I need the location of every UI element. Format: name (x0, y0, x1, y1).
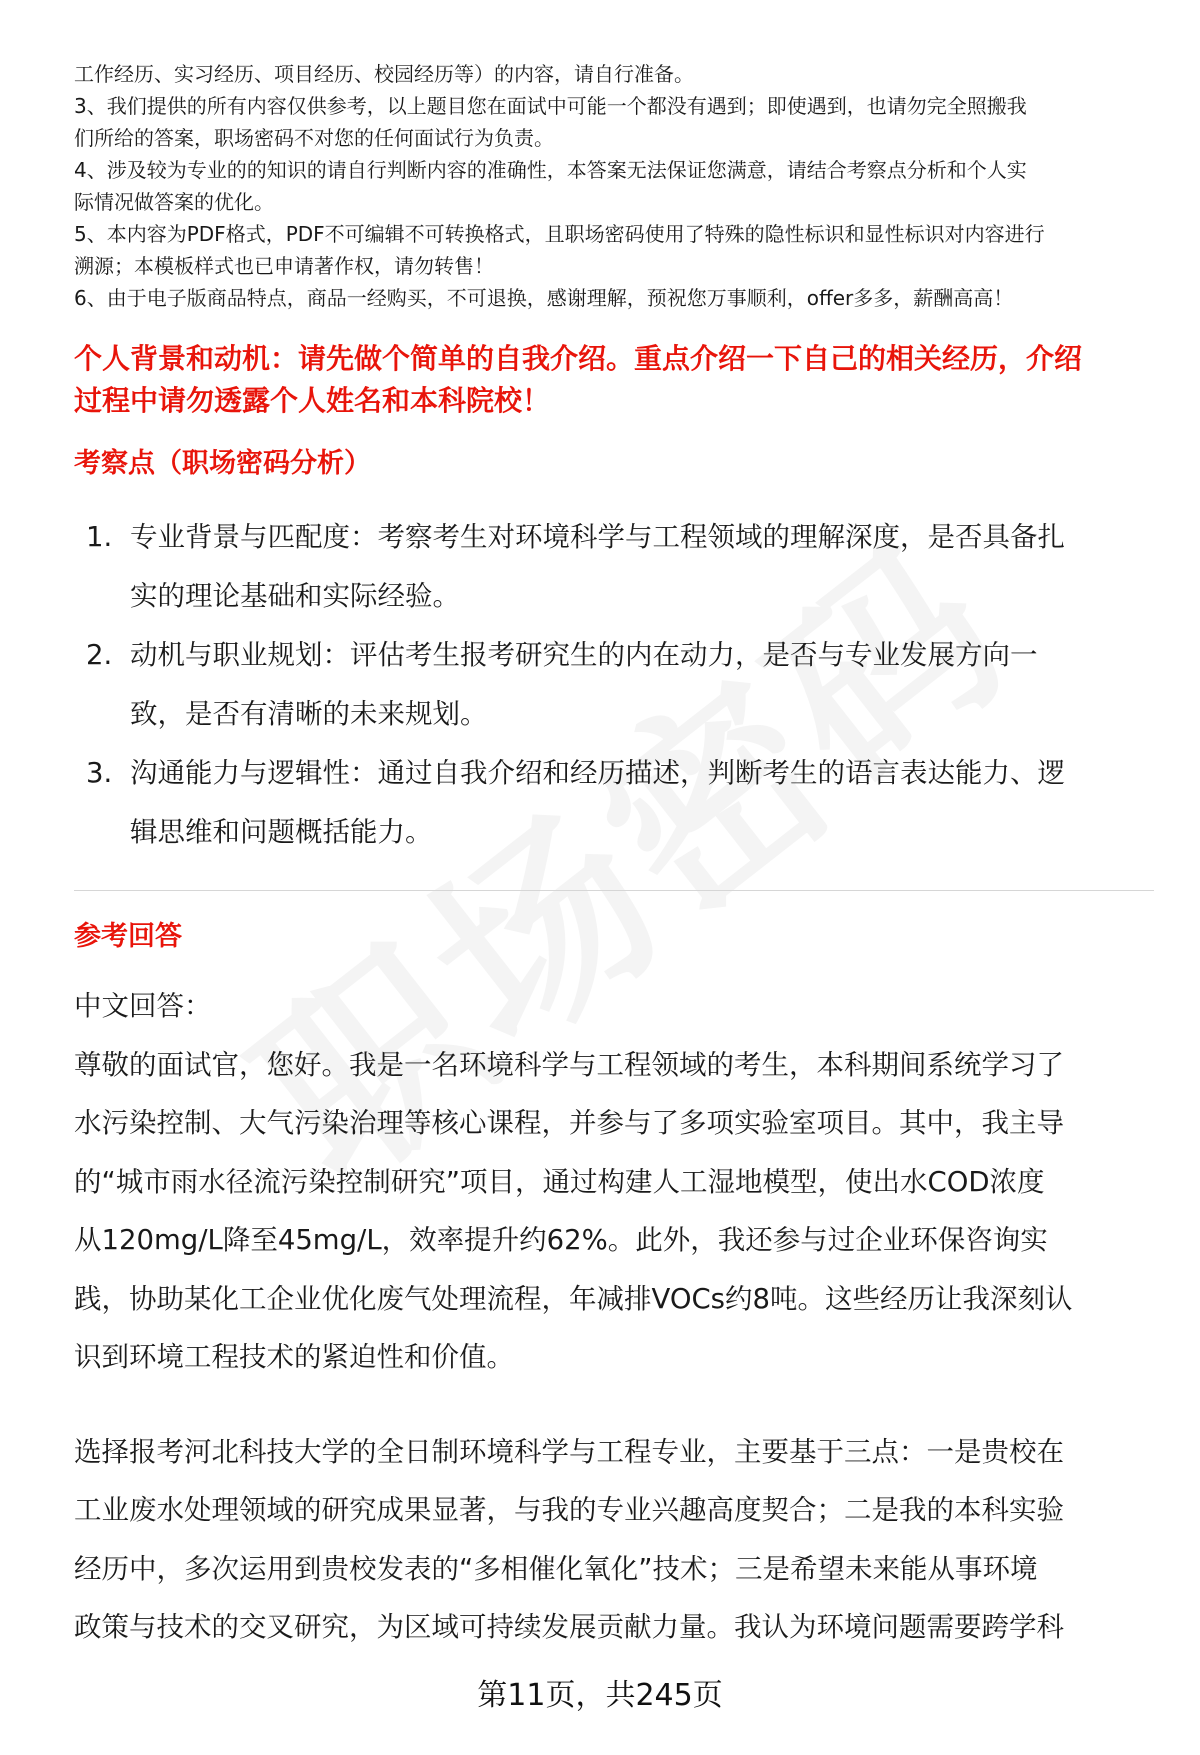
question-line: 个人背景和动机：请先做个简单的自我介绍。重点介绍一下自己的相关经历，介绍 (74, 342, 1083, 375)
analysis-item (74, 508, 1154, 626)
notice-line: 们所给的答案，职场密码不对您的任何面试行为负责。 (74, 126, 554, 150)
answer-line: 尊敬的面试官，您好。我是一名环境科学与工程领域的考生，本科期间系统学习了 (74, 1048, 1064, 1081)
notice-line: 溯源；本模板样式也已申请著作权，请勿转售！ (74, 254, 494, 278)
analysis-item (74, 626, 1154, 744)
notice-line: 4、涉及较为专业的的知识的请自行判断内容的准确性，本答案无法保证您满意，请结合考察点分析和个人实 (74, 158, 1027, 182)
notice-line: 6、由于电子版商品特点，商品一经购买，不可退换，感谢理解，预祝您万事顺利，offer多多，薪酬高高！ (74, 286, 1014, 310)
page-content (74, 58, 1154, 1657)
chinese-answer-label: 中文回答： (74, 990, 212, 1022)
item-text: 动机与职业规划：评估考生报考研究生的内在动力，是否与专业发展方向一 (130, 639, 1038, 671)
item-text: 沟通能力与逻辑性：通过自我介绍和经历描述，判断考生的语言表达能力、逻 (130, 757, 1065, 789)
answer-line: 的“城市雨水径流污染控制研究”项目，通过构建人工湿地模型，使出水COD浓度 (74, 1165, 1045, 1198)
section-divider (74, 890, 1154, 891)
interview-question (74, 338, 1154, 422)
analysis-item (74, 744, 1154, 862)
question-line: 过程中请勿透露个人姓名和本科院校！ (74, 384, 551, 417)
answer-line: 水污染控制、大气污染治理等核心课程，并参与了多项实验室项目。其中，我主导 (74, 1107, 1064, 1139)
item-number: 1. (86, 521, 113, 553)
answer-line: 从120mg/L降至45mg/L，效率提升约62%。此外，我还参与过企业环保咨询实 (74, 1224, 1048, 1256)
answer-line: 经历中，多次运用到贵校发表的“多相催化氧化”技术；三是希望未来能从事环境 (74, 1552, 1038, 1585)
answer-line: 识到环境工程技术的紧迫性和价值。 (74, 1341, 514, 1373)
answer-line: 工业废水处理领域的研究成果显著，与我的专业兴趣高度契合；二是我的本科实验 (74, 1494, 1064, 1526)
item-text: 专业背景与匹配度：考察考生对环境科学与工程领域的理解深度，是否具备扎 (130, 521, 1065, 553)
notice-line: 际情况做答案的优化。 (74, 190, 274, 214)
item-number: 2. (86, 639, 113, 671)
answer-paragraph-2 (74, 1423, 1154, 1657)
item-number: 3. (86, 757, 113, 789)
item-text: 实的理论基础和实际经验。 (130, 580, 460, 612)
notice-line: 工作经历、实习经历、项目经历、校园经历等）的内容，请自行准备。 (74, 62, 694, 86)
item-text: 辑思维和问题概括能力。 (130, 816, 433, 848)
notice-block (74, 58, 1154, 314)
analysis-list (74, 508, 1154, 862)
page-number: 第11页，共245页 (477, 1678, 723, 1713)
answer-line: 选择报考河北科技大学的全日制环境科学与工程专业，主要基于三点：一是贵校在 (74, 1435, 1064, 1468)
answer-line: 政策与技术的交叉研究，为区域可持续发展贡献力量。我认为环境问题需要跨学科 (74, 1611, 1064, 1643)
item-text: 致，是否有清晰的未来规划。 (130, 698, 488, 730)
answer-line: 践，协助某化工企业优化废气处理流程，年减排VOCs约8吨。这些经历让我深刻认 (74, 1282, 1073, 1315)
notice-line: 5、本内容为PDF格式，PDF不可编辑不可转换格式，且职场密码使用了特殊的隐性标识和显性标识对内容进行 (74, 222, 1045, 246)
answer-paragraph-1 (74, 1036, 1154, 1387)
analysis-heading: 考察点（职场密码分析） (74, 448, 371, 479)
notice-line: 3、我们提供的所有内容仅供参考，以上题目您在面试中可能一个都没有遇到；即使遇到，也请勿完全照搬我 (74, 94, 1027, 118)
reference-heading: 参考回答 (74, 921, 182, 952)
